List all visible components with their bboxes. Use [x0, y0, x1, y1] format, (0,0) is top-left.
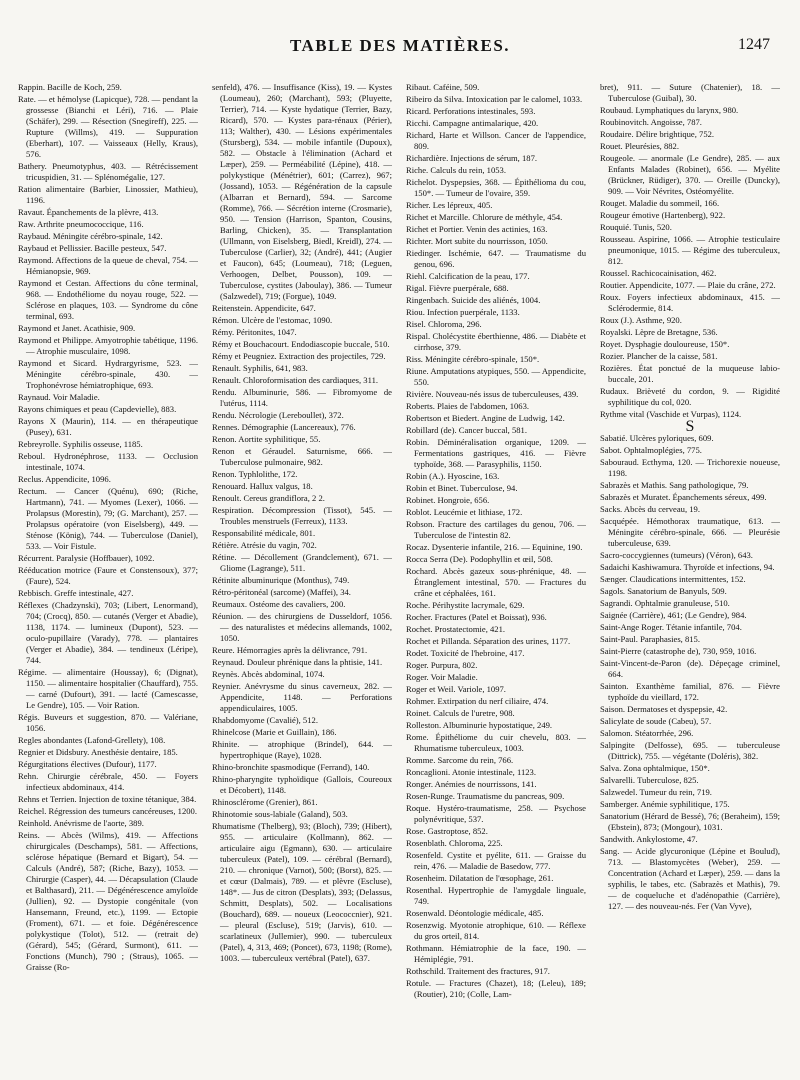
index-entry: Saint-Paul. Paraphasies, 815.	[600, 634, 701, 644]
index-entry: Rééducation motrice (Faure et Constensoux), 377; (Faure), 524.	[18, 565, 198, 586]
index-entry: Sainton. Exanthème familial, 876. — Fièvre typhoïde du vieillard, 172.	[600, 681, 780, 702]
index-entry: Roque. Hystéro-traumatisme, 258. — Psychose polynévritique, 537.	[406, 803, 586, 824]
index-entry: Reclus. Appendicite, 1096.	[18, 474, 111, 484]
index-entry: Riehl. Calcification de la peau, 177.	[406, 271, 530, 281]
index-entry: Renon. Typhlolithe, 172.	[212, 469, 298, 479]
index-entry: Rougeole. — anormale (Le Gendre), 285. — aux Enfants Malades (Robinet), 656. — Myélite (Brückner, Rüdiger), 370. — Oreille (Duncky), 909. — Voir Névrites, Ostéomyélite.	[600, 153, 780, 196]
index-entry: Rétière. Atrésie du vagin, 702.	[212, 540, 317, 550]
index-entry: Routier. Appendicite, 1077. — Plaie du crâne, 272.	[600, 280, 776, 290]
index-entry: Rebreyrolle. Syphilis osseuse, 1185.	[18, 439, 143, 449]
index-entry: Robin et Binet. Tuberculose, 94.	[406, 483, 518, 493]
index-entry: Rendu. Albuminurie, 586. — Fibromyome de l'utérus, 1114.	[212, 387, 392, 408]
index-entry: Raymond et Cestan. Affections du cône terminal, 968. — Endothéliome du noyau rouge, 522. — Sclérose en plaques, 103. — Syndrome du cône terminal, 693.	[18, 278, 198, 321]
index-entry: Richet et Portier. Venin des actinies, 163.	[406, 224, 548, 234]
index-entry: Sang. — Acide glycuronique (Lépine et Boulud), 713. — Blastomycètes (Weber), 259. — Concentration (Achard et Læper), 259. — dans la syphilis, le tabes, etc. (Sabrazès et Mathis), 79. — de coqueluche et d'adénopathie (Carrière), 127. — des nouveau-nés. Fer (Van Vyve),	[600, 846, 780, 911]
page-number: 1247	[738, 36, 770, 53]
index-entry: Ravaut. Épanchements de la plèvre, 413.	[18, 207, 159, 217]
index-entry: Rousseau. Aspirine, 1066. — Atrophie testiculaire pneumonique, 1015. — Régime des tuberculeux, 812.	[600, 234, 780, 266]
index-entry: Rothschild. Traitement des fractures, 917.	[406, 966, 550, 976]
index-entry: senfeld), 476. — Insuffisance (Kiss), 19. — Kystes (Loumeau), 260; (Marchant), 593; (Pluyette, Terrier), 714. — Kyste hydatique (Terrier, Bazy, Ricard), 570. — Kystes para-rénaux (Périer), 113; Walther), 430. — Lésions expérimentales (Stursberg), 534. — mobile infantile (Dupoux), 582. — Obstacle à l'élimination (Achard et Læper), 259. — Perméabilité (Lépine), 418. — polykystique (Ménétrier), 601; (Carrez), 967; (Jossand), 1053. — Régénération de la capsule (Albarran et Bernard), 594. — Sarcome (Romme), 766. — Sécrétion interne (Crosmarie), 950. — Tension (Harrison, Spanton, Cousins, Barling, Chicken), 35. — Transplantation (Ullmann, von Eiselsberg, Biedl, Kreidl), 274. — Tuberculose (Carlier), 32; (André), 441; (Augier et Faucon), 645; (Loumeau), 718; (Leguen, Verhoogen, Delbet, Pousson), 109. — Tuberculose, cystites (Jaboulay), 386. — Tumeur (Salzwedel), 719; (Forgue), 1049.	[212, 82, 392, 301]
index-entry: Sacks. Abcès du cerveau, 19.	[600, 504, 700, 514]
index-entry: Sabrazès et Mathis. Sang pathologique, 79.	[600, 480, 749, 490]
index-entry: Richter. Mort subite du nourrisson, 1050.	[406, 236, 548, 246]
index-entry: Raynaud. Voir Maladie.	[18, 392, 100, 402]
section-letter: S	[685, 418, 695, 435]
index-entry: Rochet et Pillanda. Séparation des urines, 1177.	[406, 636, 571, 646]
index-entry: Sænger. Claudications intermittentes, 152.	[600, 574, 746, 584]
index-entry: Rate. — et hémolyse (Lapicque), 728. — pendant la grossesse (Bianchi et Léri), 716. — Plaie (Schäfer), 299. — Résection (Snegireff), 225. — Rupture (Willms), 419. — Suppuration (Eberhart), 107. — Vaisseaux (Helly, Kraus), 576.	[18, 94, 198, 159]
index-column-1	[18, 82, 198, 1072]
index-entry: Ribaut. Caféine, 509.	[406, 82, 480, 92]
index-entry: Rehns et Terrien. Injection de toxine tétanique, 384.	[18, 794, 197, 804]
index-entry: Rispal. Cholécystite éberthienne, 486. — Diabète et cirrhose, 379.	[406, 331, 586, 352]
index-entry: Rohmer. Extirpation du nerf ciliaire, 474.	[406, 696, 549, 706]
index-entry: Rouquié. Tunis, 520.	[600, 222, 672, 232]
index-entry: Ration alimentaire (Barbier, Linossier, Mathieu), 1196.	[18, 184, 198, 205]
index-entry: Sacquépée. Hémothorax traumatique, 613. — Méningite cérébro-spinale, 666. — Pleurésie tuberculeuse, 639.	[600, 516, 780, 548]
index-entry: Rouget. Maladie du sommeil, 166.	[600, 198, 720, 208]
index-entry: Ribeiro da Silva. Intoxication par le calomel, 1033.	[406, 94, 583, 104]
index-entry: Rosenthal. Hypertrophie de l'amygdale linguale, 749.	[406, 885, 586, 906]
index-entry: Rolleston. Albuminurie hypostatique, 249.	[406, 720, 553, 730]
index-entry: Saint-Pierre (catastrophe de), 730, 959, 1016.	[600, 646, 757, 656]
index-entry: Régis. Buveurs et suggestion, 870. — Valériane, 1056.	[18, 712, 198, 733]
index-entry: Rhabdomyome (Cavalié), 512.	[212, 715, 318, 725]
index-entry: Rivière. Nouveau-nés issus de tuberculeuses, 439.	[406, 389, 579, 399]
index-entry: Rosenblath. Chloroma, 225.	[406, 838, 503, 848]
index-entry: Sagrandi. Ophtalmie granuleuse, 510.	[600, 598, 730, 608]
index-entry: Rosenzwig. Myotonie atrophique, 610. — Réflexe du gros orteil, 814.	[406, 920, 586, 941]
index-entry: Saignée (Carrière), 461; (Le Gendre), 984.	[600, 610, 747, 620]
index-entry: Récurrent. Paralysie (Hoffbauer), 1092.	[18, 553, 155, 563]
index-entry: Rosenfeld. Cystite et pyélite, 611. — Graisse du rein, 476. — Maladie de Basedow, 777.	[406, 850, 586, 871]
index-entry: Roger. Voir Maladie.	[406, 672, 478, 682]
index-entry: Rétinite albuminurique (Monthus), 749.	[212, 575, 350, 585]
index-entry: Richardière. Injections de sérum, 187.	[406, 153, 538, 163]
page-title: TABLE DES MATIÈRES.	[289, 36, 511, 55]
index-entry: Reynaud. Douleur phrénique dans la phtisie, 141.	[212, 657, 383, 667]
index-entry: Rayons X (Maurin), 114. — en thérapeutique (Pusey), 631.	[18, 416, 198, 437]
index-entry: Sandwith. Ankylostome, 47.	[600, 834, 698, 844]
index-entry: Reinhold. Anévrisme de l'aorte, 389.	[18, 818, 144, 828]
index-entry: Richelot. Dyspepsies, 368. — Épithélioma du cou, 150*. — Tumeur de l'ovaire, 359.	[406, 177, 586, 198]
index-column-2	[212, 82, 392, 1072]
index-entry: Ringenbach. Suicide des aliénés, 1004.	[406, 295, 541, 305]
index-entry: Rhino-bronchite spasmodique (Ferrand), 140.	[212, 762, 370, 772]
index-entry: Rosenwald. Déontologie médicale, 485.	[406, 908, 544, 918]
index-entry: Robertson et Biedert. Angine de Ludwig, 142.	[406, 413, 565, 423]
index-entry: Rodet. Toxicité de l'hebroine, 417.	[406, 648, 525, 658]
index-entry: Reichel. Régression des tumeurs cancéreuses, 1200.	[18, 806, 197, 816]
index-entry: Romme. Sarcome du rein, 766.	[406, 755, 514, 765]
index-entry: Raybaud. Méningite cérébro-spinale, 142.	[18, 231, 163, 241]
index-entry: Saint-Vincent-de-Paron (de). Dépeçage criminel, 664.	[600, 658, 780, 679]
index-entry: Raw. Arthrite pneumococcique, 116.	[18, 219, 144, 229]
index-entry: bret), 911. — Suture (Chatenier), 18. — Tuberculose (Guibal), 30.	[600, 82, 780, 103]
index-entry: Ricard. Perforations intestinales, 593.	[406, 106, 536, 116]
index-entry: Regles abondantes (Lafond-Grellety), 108.	[18, 735, 166, 745]
index-entry: Raymond et Janet. Acathisie, 909.	[18, 323, 136, 333]
index-entry: Rozier. Plancher de la caisse, 581.	[600, 351, 718, 361]
index-entry: Saint-Ange Roger. Tétanie infantile, 704.	[600, 622, 742, 632]
index-entry: Richer. Les lépreux, 405.	[406, 200, 493, 210]
index-entry: Rhino-pharyngite typhoïdique (Gallois, Coureoux et Décobert), 1148.	[212, 774, 392, 795]
index-entry: Regnier et Didsbury. Anesthésie dentaire, 185.	[18, 747, 178, 757]
index-entry: Roux (J.). Asthme, 920.	[600, 315, 682, 325]
index-entry: Respiration. Décompression (Tissot), 545. — Troubles menstruels (Ferreux), 1133.	[212, 505, 392, 526]
index-entry: Reure. Hémorragies après la délivrance, 791.	[212, 645, 368, 655]
index-entry: Rose. Gastroptose, 852.	[406, 826, 488, 836]
index-entry: Réflexes (Chadzynski), 703; (Libert, Lenormand), 704; (Crocq), 850. — cutanés (Verger et Abadie), 1138, 1174. — lumineux (Dupont), 523. — oculo-pupillaire (Varady), 778. — plantaires (Verger et Abadie), 384. — tendineux (Léripe), 744.	[18, 600, 198, 665]
index-entry: Reumaux. Ostéome des cavaliers, 200.	[212, 599, 346, 609]
index-entry: Robson. Fracture des cartilages du genou, 706. — Tuberculose de l'intestin 82.	[406, 519, 586, 540]
index-entry: Robillard (de). Cancer buccal, 581.	[406, 425, 527, 435]
index-entry: Sanatorium (Hérard de Bessé), 76; (Beraheim), 159; (Ebstein), 873; (Mongour), 1031.	[600, 811, 780, 832]
index-entry: Roubaud. Lymphatiques du larynx, 980.	[600, 105, 739, 115]
index-entry: Renoult. Cereus grandiflora, 2 2.	[212, 493, 325, 503]
index-entry: Rosen-Runge. Traumatisme du pancreas, 909.	[406, 791, 565, 801]
index-entry: Salicylate de soude (Cabeu), 57.	[600, 716, 712, 726]
index-entry: Rothmann. Hémiatrophie de la face, 190. — Hémiplégie, 791.	[406, 943, 586, 964]
index-entry: Roblot. Leucémie et lithiase, 172.	[406, 507, 523, 517]
index-entry: Rayons chimiques et peau (Capdevielle), 883.	[18, 404, 177, 414]
index-entry: Roudaire. Délire brightique, 752.	[600, 129, 715, 139]
index-entry: Roger. Purpura, 802.	[406, 660, 478, 670]
index-entry: Rigal. Fièvre puerpérale, 688.	[406, 283, 509, 293]
index-entry: Rappin. Bacille de Koch, 259.	[18, 82, 122, 92]
index-entry: Rochard. Abcès gazeux sous-phrénique, 48. — Étranglement intestinal, 570. — Fractures du crâne et céphalées, 161.	[406, 566, 586, 598]
index-entry: Riche. Calculs du rein, 1053.	[406, 165, 507, 175]
index-entry: Rémy. Péritonites, 1047.	[212, 327, 297, 337]
index-entry: Rémy et Bouchacourt. Endodiascopie buccale, 510.	[212, 339, 390, 349]
index-entry: Reins. — Abcès (Wilms), 419. — Affections chirurgicales (Deschamps), 581. — Affections, sclérose hépatique (Bernard et Bigart), 54. — Calculs (André), 587; (Riche, Bazy), 1053. — Chirurgie (Casper), 44. — Décapsulation (Claude et Balthasard), 211. — Dégénérescence amyloïde (Jullien), 92. — Dystopie congénitale (von Hansemann, Freund, etc.), 1199. — Ectopie (Froment), 671. — et foie. Dégénérescence polykystique (Tolot), 512. — (retrait de) (Gérard), 545; (Gérard, Surmont), 611. — Fonctions (Munch), 790 ; (Straus), 1065. — Graisse (Ro-	[18, 830, 198, 972]
index-entry: Renault. Syphilis, 641, 983.	[212, 363, 308, 373]
index-entry: Rennes. Démographie (Lancereaux), 776.	[212, 422, 356, 432]
index-entry: Roux. Foyers infectieux abdominaux, 415. — Sclérodermie, 814.	[600, 292, 780, 313]
index-entry: Rougeur émotive (Hartenberg), 922.	[600, 210, 726, 220]
index-entry: Rectum. — Cancer (Quénu), 690; (Riche, Hartmann), 741. — Myomes (Lexer), 1066. — Prolapsus (Morestin), 79; (G. Marchant), 257. — Prolapsus opératoire (von Eiselsberg), 449. — Sténose (König), 744. — Tuberculose (Daniel), 533. — Voir Fistule.	[18, 486, 198, 551]
index-entry: Raymond et Philippe. Amyotrophie tabétique, 1196. — Atrophie musculaire, 1098.	[18, 335, 198, 356]
index-entry: Richard, Harte et Willson. Cancer de l'appendice, 809.	[406, 130, 586, 151]
index-entry: Sabot. Ophtalmoplégies, 775.	[600, 445, 702, 455]
index-entry: Reynès. Abcès abdominal, 1074.	[212, 669, 325, 679]
index-entry: Roberts. Plaies de l'abdomen, 1063.	[406, 401, 530, 411]
index-entry: Reboul. Hydronéphrose, 1133. — Occlusion intestinale, 1074.	[18, 451, 198, 472]
index-entry: Richet et Marcille. Chlorure de méthyle, 454.	[406, 212, 563, 222]
index-entry: Rémy et Peugniez. Extraction des projectiles, 729.	[212, 351, 386, 361]
index-entry: Raybaud et Pellissier. Bacille pesteux, 547.	[18, 243, 167, 253]
index-entry: Riou. Infection puerpérale, 1133.	[406, 307, 520, 317]
index-entry: Sagols. Sanatorium de Banyuls, 509.	[600, 586, 727, 596]
index-column-4	[600, 82, 780, 1072]
index-entry: Roussel. Rachicocainisation, 462.	[600, 268, 717, 278]
index-entry: Riss. Méningite cérébro-spinale, 150*.	[406, 354, 540, 364]
index-entry: Rhinite. — atrophique (Brindel), 644. — hypertrophique (Raye), 1028.	[212, 739, 392, 760]
index-entry: Sadaichi Kashiwamura. Thyroïde et infections, 94.	[600, 562, 775, 572]
index-entry: Ricchi. Campagne antimalarique, 420.	[406, 118, 539, 128]
index-entry: Salzwedel. Tumeur du rein, 719.	[600, 787, 712, 797]
index-entry: Renault. Chloroformisation des cardiaques, 311.	[212, 375, 379, 385]
index-entry: Roche. Périhystite lacrymale, 629.	[406, 600, 525, 610]
index-entry: Roncaglioni. Atonie intestinale, 1123.	[406, 767, 537, 777]
index-entry: Royalski. Lèpre de Bretagne, 536.	[600, 327, 718, 337]
index-entry: Rotule. — Fractures (Chazet), 18; (Leleu), 189; (Routier), 210; (Colle, Lam-	[406, 978, 586, 999]
index-entry: Rocca Serra (De). Podophyllin et œil, 508.	[406, 554, 553, 564]
index-entry: Roinet. Calculs de l'uretre, 908.	[406, 708, 515, 718]
index-entry: Rocher. Fractures (Patel et Boissat), 936.	[406, 612, 547, 622]
index-entry: Raymond et Sicard. Hydrargyrisme, 523. — Méningite cérébro-spinale, 430. — Trophonévrose hémiatrophique, 693.	[18, 358, 198, 390]
index-entry: Samberger. Anémie syphilitique, 175.	[600, 799, 730, 809]
index-entry: Renon. Aortite syphilitique, 55.	[212, 434, 321, 444]
index-entry: Rétine. — Décollement (Grandclement), 671. — Gliome (Lagrange), 511.	[212, 552, 392, 573]
index-entry: Riedinger. Ischémie, 647. — Traumatisme du genou, 696.	[406, 248, 586, 269]
index-entry: Salvarelli. Tuberculose, 825.	[600, 775, 699, 785]
index-entry: Robin. Déminéralisation organique, 1209. — Fermentations gastriques, 416. — Fièvre typhoïde, 368. — Parasyphilis, 1150.	[406, 437, 586, 469]
index-entry: Robin (A.). Hyoscine, 163.	[406, 471, 500, 481]
index-entry: Riune. Amputations atypiques, 550. — Appendicite, 550.	[406, 366, 586, 387]
index-entry: Rythme vital (Vaschide et Vurpas), 1124.	[600, 409, 742, 419]
index-entry: Rocaz. Dysenterie infantile, 216. — Equinine, 190.	[406, 542, 583, 552]
index-entry: Régurgitations électives (Dufour), 1177.	[18, 759, 157, 769]
index-entry: Rhinotomie sous-labiale (Galand), 503.	[212, 809, 348, 819]
index-entry: Ronger. Anémies de nourrissons, 141.	[406, 779, 537, 789]
index-entry: Rémon. Ulcère de l'estomac, 1090.	[212, 315, 333, 325]
index-entry: Rhinosclérome (Grenier), 861.	[212, 797, 318, 807]
index-column-3	[406, 82, 586, 1072]
index-entry: Salpingite (Delfosse), 695. — tuberculeuse (Dittrick), 755. — végétante (Doléris), 382.	[600, 740, 780, 761]
index-entry: Rochet. Prostatectomie, 421.	[406, 624, 506, 634]
index-entry: Bathery. Pneumotyphus, 403. — Rétrécissement tricuspidien, 31. — Splénomégalie, 127.	[18, 161, 198, 182]
index-entry: Salva. Zona ophtalmique, 150*.	[600, 763, 710, 773]
index-entry: Sacro-coccygiennes (tumeurs) (Véron), 643.	[600, 550, 753, 560]
page-header	[0, 0, 800, 64]
index-entry: Risel. Chloroma, 296.	[406, 319, 482, 329]
index-columns	[18, 82, 788, 1072]
index-entry: Rosenheim. Dilatation de l'œsophage, 261.	[406, 873, 554, 883]
index-entry: Responsabilité médicale, 801.	[212, 528, 316, 538]
index-entry: Rozières. État ponctué de la muqueuse labio-buccale, 201.	[600, 363, 780, 384]
index-entry: Rome. Épithéliome du cuir chevelu, 803. — Rhumatisme tuberculeux, 1003.	[406, 732, 586, 753]
index-entry: Rendu. Nécrologie (Lereboullet), 372.	[212, 410, 344, 420]
index-entry: Raymond. Affections de la queue de cheval, 754. — Hémianopsie, 969.	[18, 255, 198, 276]
index-entry: Renouard. Hallux valgus, 18.	[212, 481, 313, 491]
index-entry: Rouet. Pleurésies, 882.	[600, 141, 680, 151]
index-entry: Rudaux. Brièveté du cordon, 9. — Rigidité syphilitique du col, 020.	[600, 386, 780, 407]
index-entry: Robinet. Hongroie, 656.	[406, 495, 490, 505]
index-entry: Rhumatisme (Thelberg), 93; (Bloch), 739; (Hibert), 955. — articulaire (Kollmann), 862. — articulaire aigu (Egmann), 630. — articulaire tuberculeux (Patel), 109. — cérébral (Bernard), 210. — chronique (Varnot), 500; (Borst), 825. — et cœur (Dalmais), 789. — et plèvre (Escluse), 148*. — Jus de citron (Desplats), 393; (Delassus, Schmitt, Desplats), 502. — Localisations (Bouchard), 689. — noueux (Leococcnier), 921. — pleural (Escluse), 519; (Jarvis), 610. — scarlatineux (Jullemier), 990. — tuberculeux (Patel), 4, 313, 469; (Poncet), 673, 1198; (Rome), 1003. — tuberculeux vertébral (Patel), 637.	[212, 821, 392, 963]
index-entry: Rebbisch. Greffe intestinale, 427.	[18, 588, 134, 598]
index-entry: Sabouraud. Ecthyma, 120. — Trichorexie noueuse, 1198.	[600, 457, 780, 478]
index-entry: Royet. Dysphagie douloureuse, 150*.	[600, 339, 730, 349]
index-entry: Roger et Weil. Variole, 1097.	[406, 684, 506, 694]
index-entry: Rhinelcose (Marie et Guillain), 186.	[212, 727, 337, 737]
index-entry: Salomon. Stéatorrhée, 296.	[600, 728, 694, 738]
index-entry: Renon et Géraudel. Saturnisme, 666. — Tuberculose pulmonaire, 982.	[212, 446, 392, 467]
index-entry: Reynier. Anévrysme du sinus caverneux, 282. — Appendicite, 1148. — Perforations appendiculaires, 1005.	[212, 681, 392, 713]
index-entry: Roubinovitch. Angoisse, 787.	[600, 117, 702, 127]
index-entry: Réunion. — des chirurgiens de Dusseldorf, 1056. — des naturalistes et médecins allemands, 1002, 1050.	[212, 611, 392, 643]
index-entry: Saison. Dermatoses et dyspepsie, 42.	[600, 704, 728, 714]
index-entry: Sabatié. Ulcères pyloriques, 609.	[600, 433, 714, 443]
index-entry: Sabrazès et Muratet. Épanchements séreux, 499.	[600, 492, 767, 502]
index-entry: Rétro-péritonéal (sarcome) (Maffei), 34.	[212, 587, 351, 597]
index-entry: Régime. — alimentaire (Houssay), 6; (Dignat), 1150. — alimentaire hospitalier (Chauffard), 755. — carné (Dufourt), 391. — lacté (Camescasse, Le Gendre), 105. — Voir Ration.	[18, 667, 198, 710]
index-entry: Reitenstein. Appendicite, 647.	[212, 303, 316, 313]
index-entry: Rehn. Chirurgie cérébrale, 450. — Foyers infectieux abdominaux, 414.	[18, 771, 198, 792]
